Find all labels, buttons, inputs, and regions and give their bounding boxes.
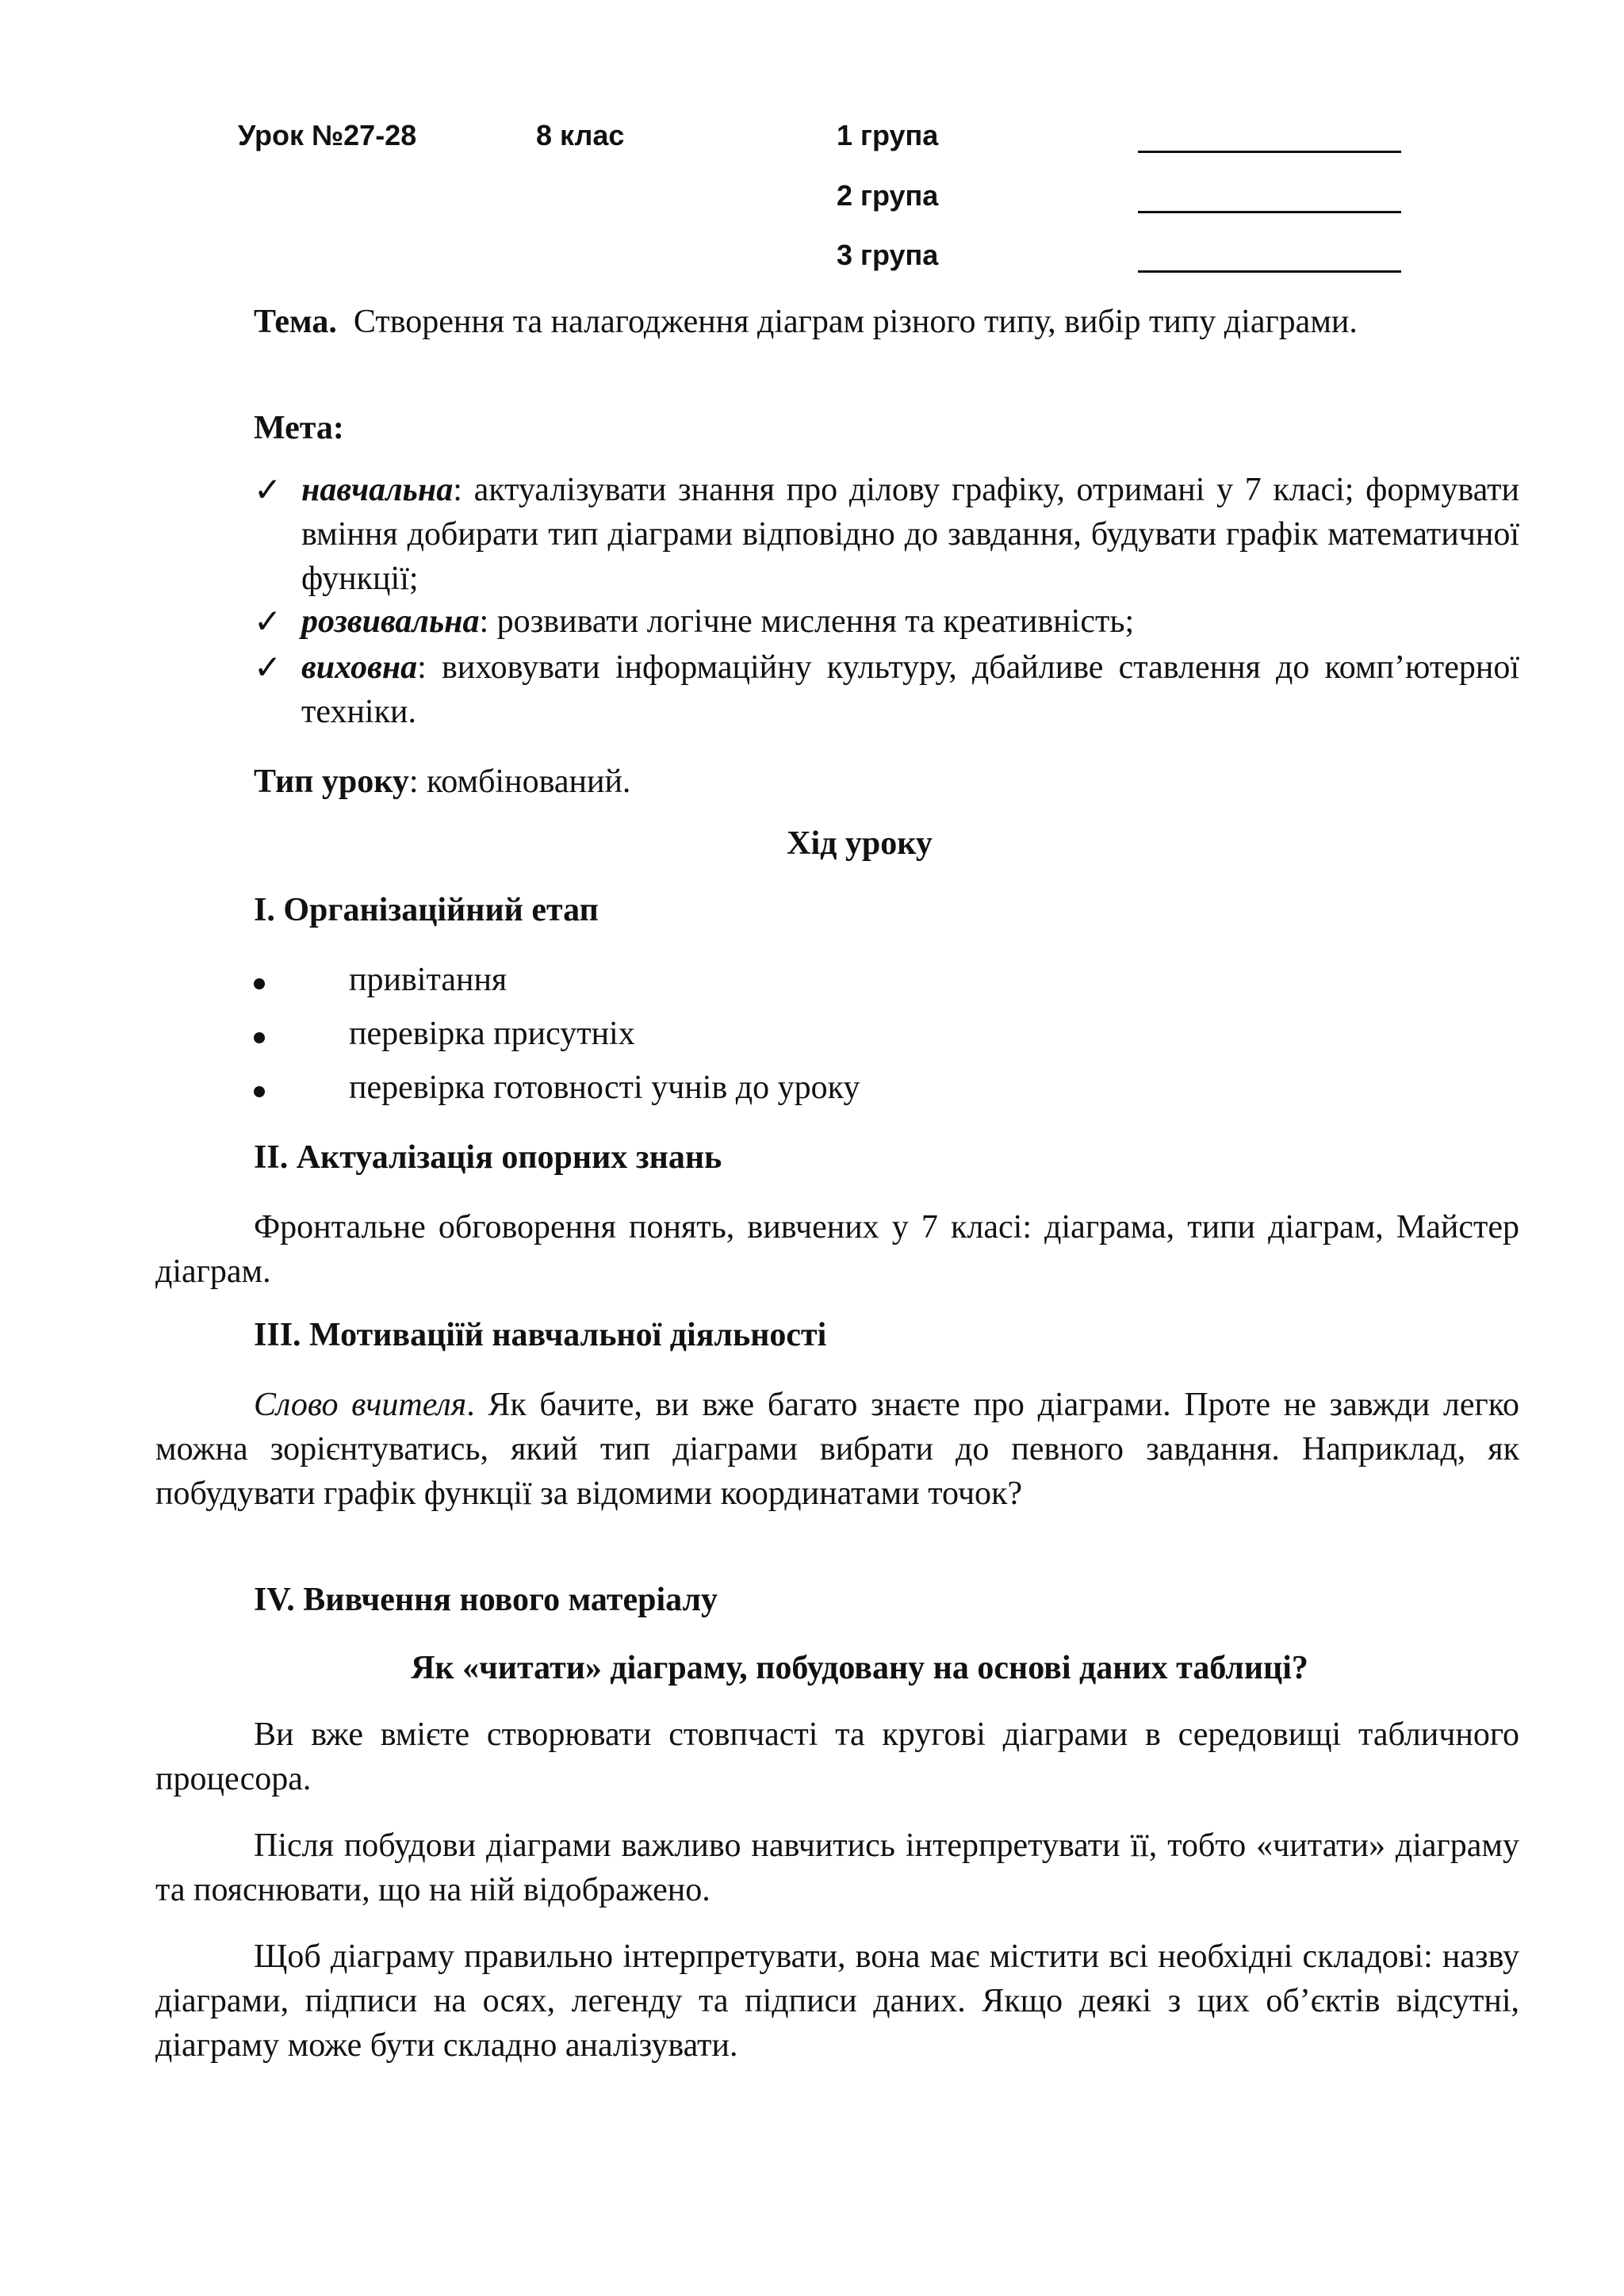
section-1-title: I. Організаційний етап xyxy=(254,892,599,928)
section-4-title: IV. Вивчення нового матеріалу xyxy=(254,1582,718,1618)
goal-item-developmental xyxy=(254,599,1519,644)
check-icon: ✓ xyxy=(254,648,282,687)
group-3-blank xyxy=(1138,270,1401,273)
goal-term: навчальна xyxy=(301,472,454,508)
topic-paragraph xyxy=(195,300,1519,344)
bullet-icon xyxy=(254,978,265,989)
group-3-label: 3 група xyxy=(837,239,939,271)
bullet-text: привітання xyxy=(349,962,508,998)
goal-text: : актуалізувати знання про ділову графіку, отримані у 7 класі; формувати вміння добирати тип діаграми відповідно до завдання, будувати графік математичної функції; xyxy=(301,472,1519,597)
group-2-label: 2 група xyxy=(837,179,939,212)
goal-text: : виховувати інформаційну культуру, дбайливе ставлення до комп’ютерної техніки. xyxy=(301,649,1519,730)
goal-term: розвивальна xyxy=(301,603,480,640)
lesson-type-label: Тип уроку xyxy=(254,763,409,800)
section-4-paragraph-3: Щоб діаграму правильно інтерпретувати, вона має містити всі необхідні складові: назву діаграми, підписи на осях, легенду та підписи даних. Якщо деякі з цих об’єктів відсутні, діаграму може бути складно аналізувати. xyxy=(155,1938,1519,2064)
goal-label: Мета: xyxy=(254,410,344,446)
check-icon: ✓ xyxy=(254,470,282,509)
topic-text: Створення та налагодження діаграм різного типу, вибір типу діаграми. xyxy=(353,304,1358,340)
goal-item-upbringing xyxy=(254,645,1519,734)
bullet-text: перевірка готовності учнів до уроку xyxy=(349,1070,860,1106)
section-2-title: II. Актуалізація опорних знань xyxy=(254,1139,722,1176)
section-4-paragraph-1: Ви вже вмієте створювати стовпчасті та кругові діаграми в середовищі табличного процесора. xyxy=(155,1716,1519,1797)
lesson-type-text: : комбінований. xyxy=(408,763,631,800)
section-2-text: Фронтальне обговорення понять, вивчених у 7 класі: діаграма, типи діаграм, Майстер діаграм. xyxy=(155,1209,1519,1290)
section-3-title: III. Мотиваціїй навчальної діяльності xyxy=(254,1317,827,1353)
section-4-paragraph-2: Після побудови діаграми важливо навчитись інтерпретувати її, тобто «читати» діаграму та пояснювати, що на ній відображено. xyxy=(155,1827,1519,1908)
section-4-subtitle: Як «читати» діаграму, побудовану на основі даних таблиці? xyxy=(411,1650,1308,1686)
bullet-icon xyxy=(254,1032,265,1043)
bullet-text: перевірка присутніх xyxy=(349,1016,635,1052)
goal-text: : розвивати логічне мислення та креативність; xyxy=(479,603,1135,640)
group-1-blank xyxy=(1138,151,1401,153)
section-3-text xyxy=(155,1383,1519,1516)
bullet-icon xyxy=(254,1086,265,1097)
lesson-number: Урок №27-28 xyxy=(238,119,417,151)
goal-term: виховна xyxy=(301,649,418,686)
section-3-body: . Як бачите, ви вже багато знаєте про діаграми. Проте не завжди легко можна зорієнтуватись, який тип діаграми вибрати до певного завдання. Наприклад, як побудувати графік функції за відомими координатами точок? xyxy=(155,1387,1519,1512)
group-2-blank xyxy=(1138,211,1401,213)
lesson-type xyxy=(254,760,630,804)
lesson-progress-title: Хід уроку xyxy=(787,825,933,862)
goal-item-educational xyxy=(254,468,1519,601)
group-1-label: 1 група xyxy=(837,119,939,151)
check-icon: ✓ xyxy=(254,602,282,641)
teacher-word: Слово вчителя xyxy=(254,1387,467,1423)
topic-label: Тема. xyxy=(254,304,337,340)
class-label: 8 клас xyxy=(536,119,625,151)
